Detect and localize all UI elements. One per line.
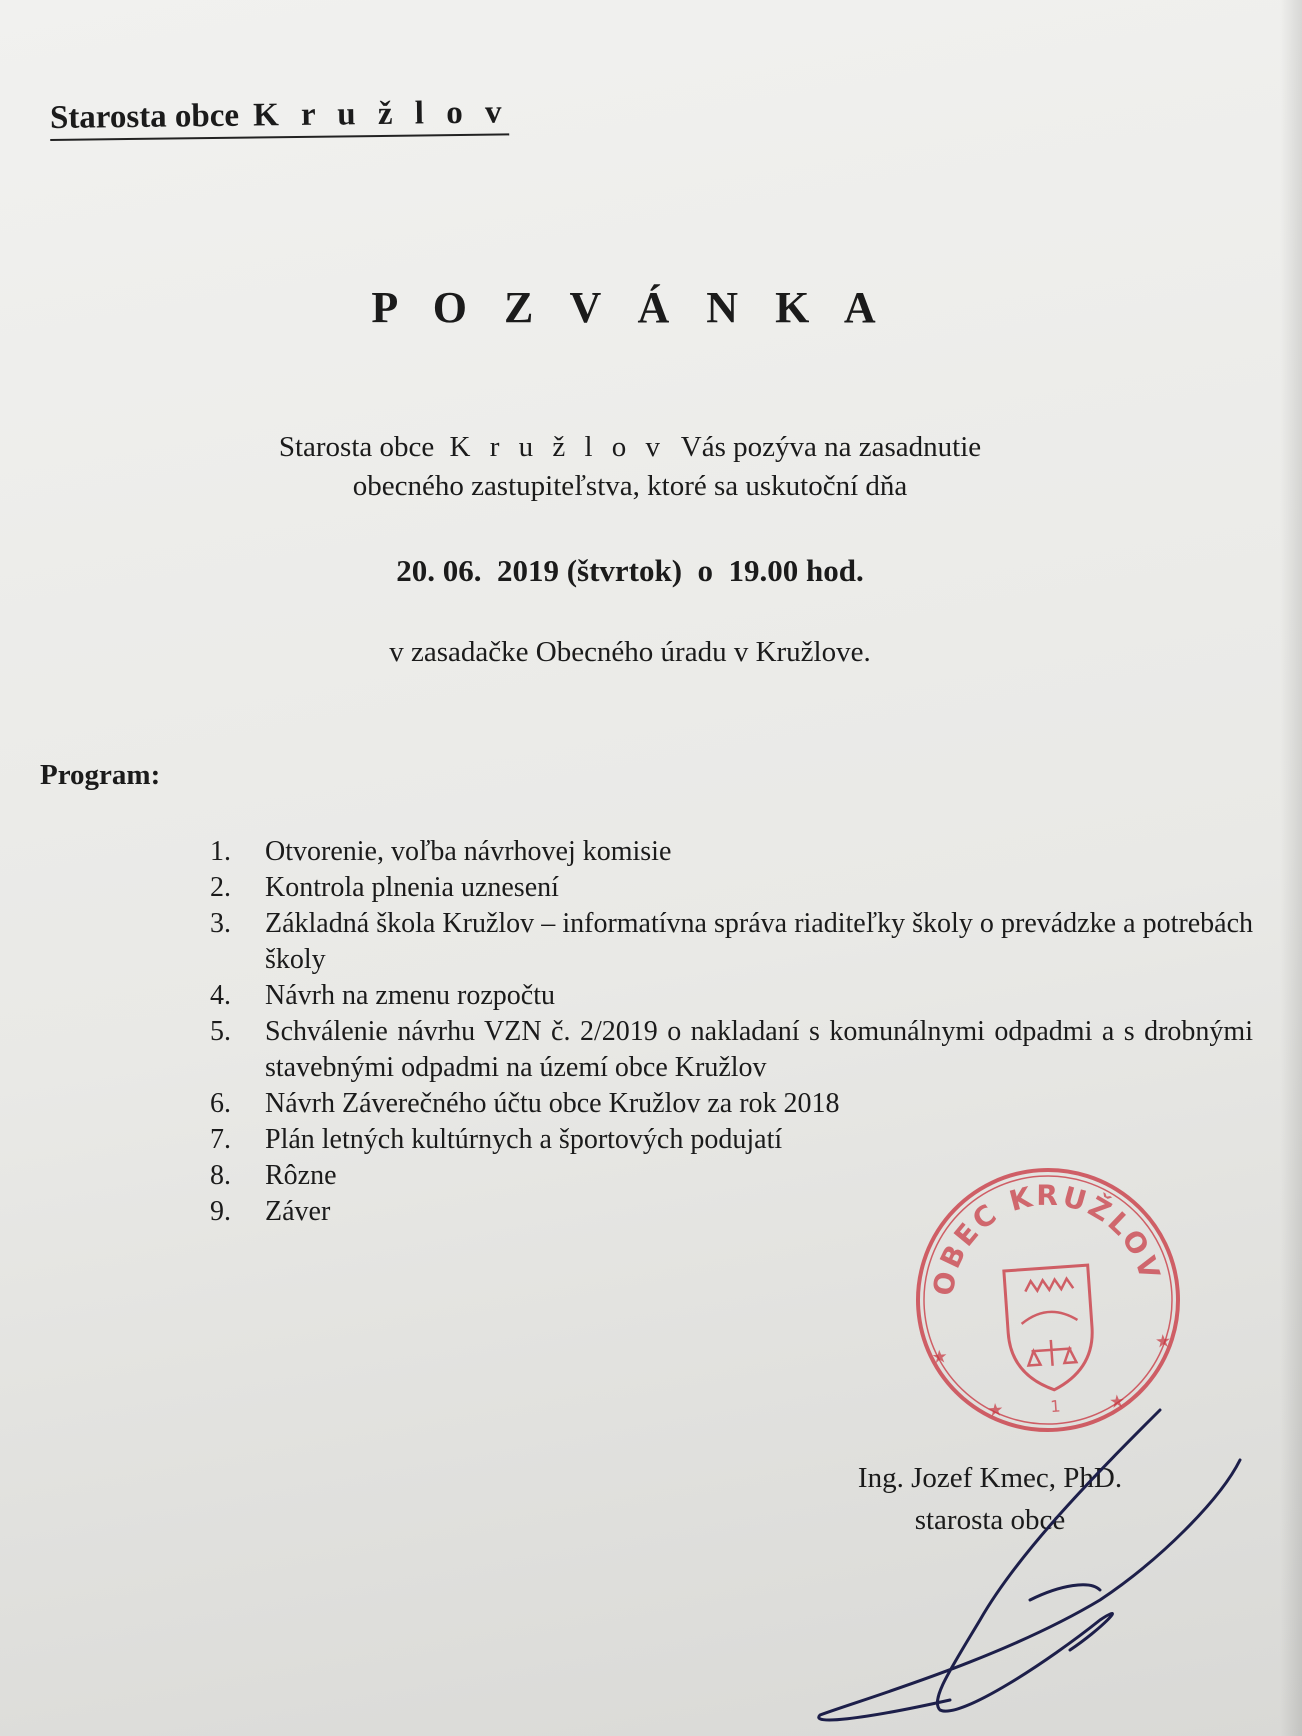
agenda-item-text: Návrh na zmenu rozpočtu	[265, 980, 555, 1011]
coat-of-arms-shield-icon	[1004, 1265, 1096, 1393]
agenda-item-text: Kontrola plnenia uznesení	[265, 872, 559, 903]
agenda-item-number: 5.	[210, 1016, 231, 1047]
intro-paragraph	[0, 428, 1260, 506]
stamp-text: OBEC KRUŽLOV	[926, 1178, 1168, 1299]
agenda-item	[210, 906, 1253, 978]
agenda-item-number: 3.	[210, 908, 231, 939]
signatory-name: Ing. Jozef Kmec, PhD.	[857, 1462, 1123, 1494]
stamp-star-icon: ★	[1108, 1390, 1127, 1413]
signatory-role: starosta obce	[914, 1504, 1066, 1536]
agenda-item	[210, 1086, 1253, 1122]
agenda-item	[210, 870, 1253, 906]
program-label: Program:	[40, 759, 161, 791]
agenda-item-number: 2.	[210, 872, 231, 903]
meeting-place: v zasadačke Obecného úradu v Kružlove.	[389, 636, 871, 668]
document-title: P O Z V Á N K A	[371, 283, 889, 332]
header-municipality: K r u ž l o v	[252, 94, 509, 134]
crown-icon	[1025, 1278, 1074, 1291]
agenda-item-number: 6.	[210, 1088, 231, 1119]
intro-line-1	[0, 428, 1260, 467]
agenda-item-text: Rôzne	[265, 1160, 337, 1191]
agenda-item-text: Otvorenie, voľba návrhovej komisie	[265, 836, 672, 867]
agenda-item-text: Návrh Záverečného účtu obce Kružlov za rok 2018	[265, 1088, 840, 1119]
agenda-item-number: 4.	[210, 980, 231, 1011]
intro-suffix: Vás pozýva na zasadnutie	[680, 431, 982, 463]
intro-municipality: K r u ž l o v	[449, 431, 667, 463]
agenda-item	[210, 1014, 1253, 1086]
stamp-star-icon: ★	[930, 1346, 949, 1369]
handwritten-signature	[800, 1400, 1280, 1730]
intro-prefix: Starosta obce	[278, 431, 435, 463]
stamp-star-icon: ★	[1154, 1330, 1172, 1353]
agenda-item	[210, 834, 1253, 870]
intro-line-2: obecného zastupiteľstva, ktoré sa uskutoční dňa	[352, 470, 908, 502]
meeting-date: 20. 06. 2019 (štvrtok) o 19.00 hod.	[396, 553, 864, 588]
agenda-item	[210, 978, 1253, 1014]
scales-icon	[1021, 1310, 1081, 1368]
agenda-item-number: 7.	[210, 1124, 231, 1155]
agenda-item-text: Schválenie návrhu VZN č. 2/2019 o nakladaní s komunálnymi odpadmi a s drobnými stavebnými odpadmi na území obce Kružlov	[265, 1016, 1253, 1083]
stamp-star-icon: ★	[986, 1399, 1005, 1422]
agenda-item-text: Plán letných kultúrnych a športových podujatí	[265, 1124, 783, 1155]
document-header	[50, 94, 509, 141]
agenda-item-number: 1.	[210, 836, 231, 867]
agenda-item-text: Záver	[265, 1196, 331, 1227]
agenda-item-text: Základná škola Kružlov – informatívna správa riaditeľky školy o prevádzke a potrebách školy	[265, 908, 1253, 975]
agenda-item-number: 8.	[210, 1160, 231, 1191]
header-prefix: Starosta obce	[49, 97, 240, 136]
stamp-number: 1	[1049, 1396, 1062, 1417]
agenda-item-number: 9.	[210, 1196, 231, 1227]
